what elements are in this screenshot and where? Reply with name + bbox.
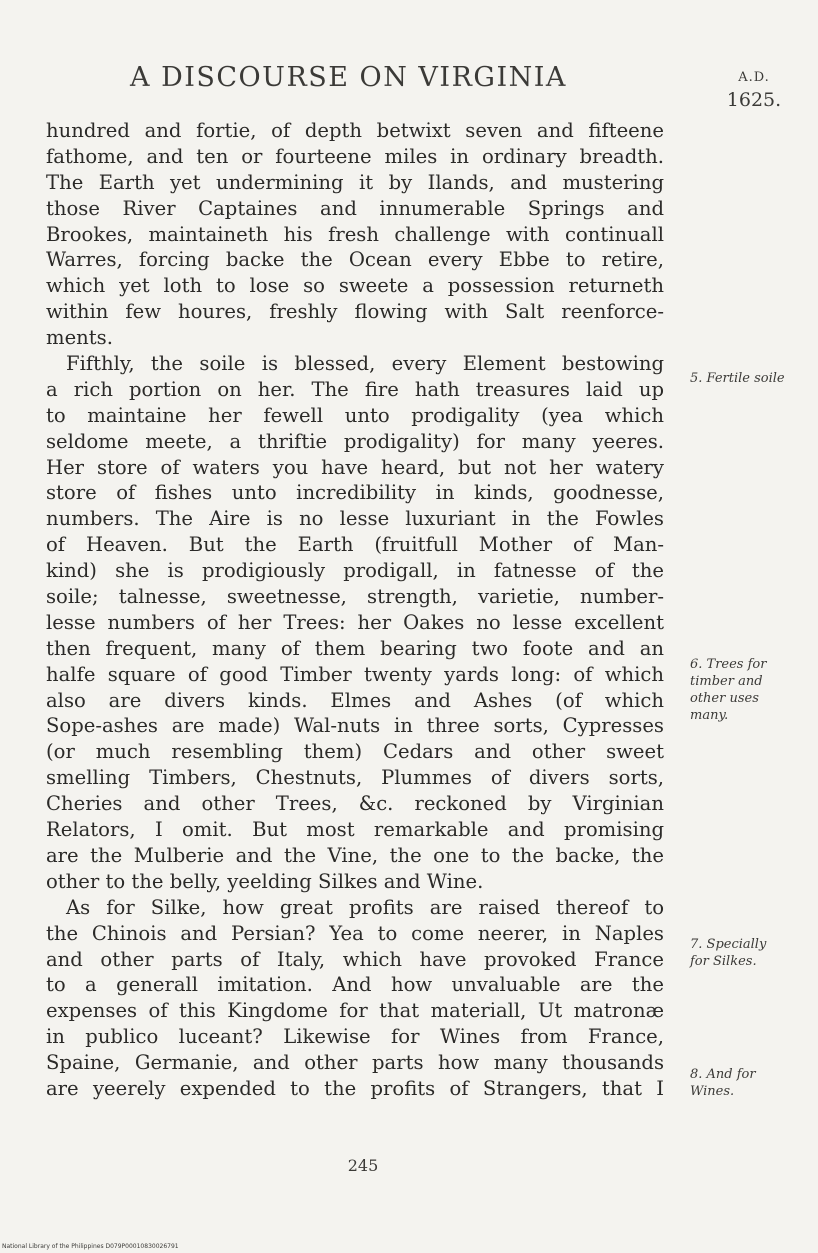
text-line: halfe square of good Timber twenty yards long: of which [46,662,664,686]
margin-note-silkes: 7. Specially for Silkes. [690,937,767,969]
margin-note-trees: 6. Trees for timber and other uses many. [690,657,767,723]
text-line: expenses of this Kingdome for that materiall, Ut matronæ [46,999,664,1023]
text-line: then frequent, many of them bearing two foote and an [46,636,664,660]
text-line: are yeerely expended to the profits of Strangers, that I [46,1076,664,1100]
text-line: As for Silke, how great profits are raised thereof to [66,895,664,919]
text-line: (or much resembling them) Cedars and other sweet [46,740,664,764]
text-line: smelling Timbers, Chestnuts, Plummes of divers sorts, [46,766,664,790]
library-footer: National Library of the Philippines D079P00010830026791 [2,1243,179,1250]
text-line: the Chinois and Persian? Yea to come neerer, in Naples [46,921,664,945]
text-line: within few houres, freshly flowing with Salt reenforce- [46,300,664,324]
margin-note-fertile-soile: 5. Fertile soile [690,371,785,386]
text-line: lesse numbers of her Trees: her Oakes no lesse excellent [46,610,664,634]
text-line: in publico luceant? Likewise for Wines from France, [46,1025,664,1049]
text-line: also are divers kinds. Elmes and Ashes (of which [46,688,664,712]
text-line: ments. [46,326,113,350]
text-line: Her store of waters you have heard, but not her watery [46,455,664,479]
text-line: are the Mulberie and the Vine, the one to the backe, the [46,843,664,867]
text-line: which yet loth to lose so sweete a possession returneth [46,274,664,298]
body-text [46,118,664,1102]
page-number: 245 [347,1156,379,1175]
text-line: Cheries and other Trees, &c. reckoned by Virginian [46,792,664,816]
text-line: and other parts of Italy, which have provoked France [46,947,664,971]
text-line: Sope-ashes are made) Wal-nuts in three sorts, Cypresses [46,714,664,738]
text-line: Spaine, Germanie, and other parts how many thousands [46,1051,664,1075]
text-line: Relators, I omit. But most remarkable and promising [46,818,664,842]
text-line: Fifthly, the soile is blessed, every Element bestowing [66,352,664,376]
text-line: seldome meete, a thriftie prodigality) for many yeeres. [46,429,664,453]
text-line: soile; talnesse, sweetnesse, strength, varietie, number- [46,585,664,609]
text-line: hundred and fortie, of depth betwixt seven and fifteene [46,119,664,142]
text-line: to maintaine her fewell unto prodigality (yea which [46,403,664,427]
text-line: other to the belly, yeelding Silkes and Wine. [46,869,484,893]
text-line: Brookes, maintaineth his fresh challenge with continuall [46,222,664,246]
text-line: of Heaven. But the Earth (fruitfull Mother of Man- [46,533,664,557]
running-title: A DISCOURSE ON VIRGINIA [130,62,567,93]
text-line: those River Captaines and innumerable Springs and [46,196,664,220]
margin-note-wines: 8. And for Wines. [690,1067,756,1099]
date-marker [712,70,796,111]
text-line: to a generall imitation. And how unvaluable are the [46,973,664,997]
text-line: store of fishes unto incredibility in kinds, goodnesse, [46,481,664,505]
text-line: Warres, forcing backe the Ocean every Ebbe to retire, [46,248,664,272]
year-label: 1625. [726,89,782,111]
text-line: kind) she is prodigiously prodigall, in fatnesse of the [46,559,664,583]
text-line: a rich portion on her. The fire hath treasures laid up [46,377,664,401]
text-line: numbers. The Aire is no lesse luxuriant in the Fowles [46,507,664,531]
era-label: A.D. [738,70,770,85]
text-line: fathome, and ten or fourteene miles in ordinary breadth. [46,144,664,168]
text-line: The Earth yet undermining it by Ilands, and mustering [46,170,664,194]
